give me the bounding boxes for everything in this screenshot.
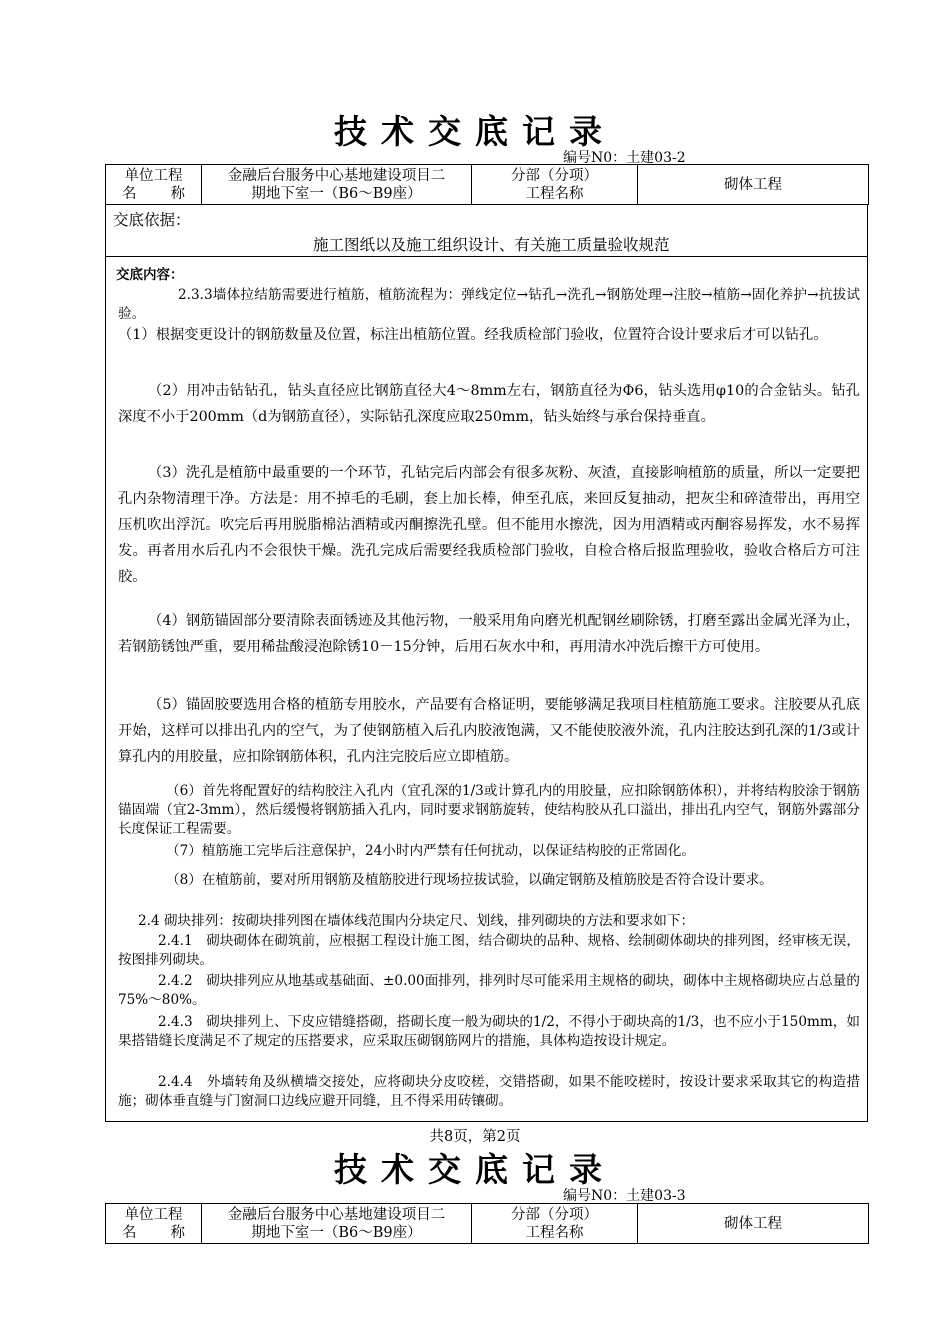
handover-content-section <box>105 256 868 1122</box>
paragraph-2-3-3: 2.3.3墙体拉结筋需要进行植筋，植筋流程为：弹线定位→钻孔→洗孔→钢筋处理→注胶→植筋→固化养护→抗拔试验。 <box>118 287 860 322</box>
paragraph-2-4-3: 2.4.3 砌块排列上、下皮应错缝搭砌，搭砌长度一般为砌块的1/2，不得小于砌块高的1/3，也不应小于150mm，如果搭错缝长度满足不了规定的压搭要求，应采取压砌钢筋网片的措施，具体构造按设计规定。 <box>118 1014 860 1049</box>
record-title-2: 技术交底记录 <box>334 1150 616 1189</box>
document-number: 编号N0：土建03-2 <box>563 150 686 166</box>
paragraph-2-4-4: 2.4.4 外墙转角及纵横墙交接处，应将砌块分皮咬槎，交错搭砌，如果不能咬槎时，按设计要求采取其它的构造措施；砌体垂直缝与门窗洞口边线应避开同缝，且不得采用砖镶砌。 <box>118 1074 860 1109</box>
page-footer: 共8页，第2页 <box>429 1129 521 1145</box>
paragraph-step-6: （6）首先将配置好的结构胶注入孔内（宜孔深的1/3或计算孔内的用胶量，应扣除钢筋体积），并将结构胶涂于钢筋锚固端（宜2-3mm），然后缓慢将钢筋插入孔内，同时要求钢筋旋转，使结构胶从孔口溢出，排出孔内空气，钢筋外露部分长度保证工程需要。 <box>118 783 860 837</box>
paragraph-step-2: （2）用冲击钻钻孔，钻头直径应比钢筋直径大4～8mm左右，钢筋直径为Φ6，钻头选用φ10的合金钻头。钻孔深度不小于200mm（d为钢筋直径），实际钻孔深度应取250mm，钻头始终与承台保持垂直。 <box>118 383 860 425</box>
record-title: 技术交底记录 <box>334 112 616 151</box>
paragraph-step-4: （4）钢筋锚固部分要清除表面锈迹及其他污物，一般采用角向磨光机配钢丝刷除锈，打磨至露出金属光泽为止，若钢筋锈蚀严重，要用稀盐酸浸泡除锈10－15分钟，后用石灰水中和，再用清水冲洗后擦干方可使用。 <box>118 613 860 655</box>
handover-basis-section <box>105 204 868 257</box>
paragraph-step-5: （5）锚固胶要选用合格的植筋专用胶水，产品要有合格证明，要能够满足我项目柱植筋施工要求。注胶要从孔底开始，这样可以排出孔内的空气，为了使钢筋植入后孔内胶液饱满，又不能使胶液外流，孔内注胶达到孔深的1/3或计算孔内的用胶量，应扣除钢筋体积，孔内注完胶后应立即植筋。 <box>118 697 860 765</box>
sub-project-name: 砌体工程 <box>638 165 869 205</box>
sub-project-name-2: 砌体工程 <box>638 1204 869 1244</box>
paragraph-step-1: （1）根据变更设计的钢筋数量及位置，标注出植筋位置。经我质检部门验收，位置符合设计要求后才可以钻孔。 <box>118 327 828 343</box>
document-number-2: 编号N0：土建03-3 <box>563 1188 686 1204</box>
unit-project-name: 金融后台服务中心基地建设项目二 期地下室一（B6～B9座） <box>202 165 472 205</box>
paragraph-step-7: （7）植筋施工完毕后注意保护，24小时内严禁有任何扰动，以保证结构胶的正常固化。 <box>166 843 695 859</box>
paragraph-2-4-1: 2.4.1 砌块砌体在砌筑前，应根据工程设计施工图，结合砌块的品种、规格、绘制砌体砌块的排列图，经审核无误，按图排列砌块。 <box>118 933 860 968</box>
sub-project-label: 分部（分项） 工程名称 <box>472 165 638 205</box>
unit-project-name-2: 金融后台服务中心基地建设项目二 期地下室一（B6～B9座） <box>202 1204 472 1244</box>
content-label: 交底内容： <box>116 267 184 283</box>
record-header-table-2 <box>105 1203 869 1244</box>
paragraph-2-4: 2.4 砌块排列：按砌块排列图在墙体线范围内分块定尺、划线，排列砌块的方法和要求如下： <box>138 913 695 929</box>
paragraph-step-3: （3）洗孔是植筋中最重要的一个环节，孔钻完后内部会有很多灰粉、灰渣，直接影响植筋的质量，所以一定要把孔内杂物清理干净。方法是：用不掉毛的毛刷，套上加长棒，伸至孔底，来回反复抽动，把灰尘和碎渣带出，再用空压机吹出浮沉。吹完后再用脱脂棉沾酒精或丙酮擦洗孔壁。但不能用水擦洗，因为用酒精或丙酮容易挥发，水不易挥发。再者用水后孔内不会很快干燥。洗孔完成后需要经我质检部门验收，自检合格后报监理验收，验收合格后方可注胶。 <box>118 465 860 585</box>
basis-text: 施工图纸以及施工组织设计、有关施工质量验收规范 <box>313 236 670 254</box>
basis-label: 交底依据： <box>113 211 191 229</box>
paragraph-2-4-2: 2.4.2 砌块排列应从地基或基础面、±0.00面排列，排列时尽可能采用主规格的砌块，砌体中主规格砌块应占总量的75%～80%。 <box>118 973 860 1008</box>
unit-project-label-2: 单位工程 名 称 <box>106 1204 202 1244</box>
sub-project-label-2: 分部（分项） 工程名称 <box>472 1204 638 1244</box>
paragraph-step-8: （8）在植筋前，要对所用钢筋及植筋胶进行现场拉拔试验，以确定钢筋及植筋胶是否符合设计要求。 <box>166 872 773 888</box>
unit-project-label: 单位工程 名 称 <box>106 165 202 205</box>
record-header-table <box>105 164 869 205</box>
